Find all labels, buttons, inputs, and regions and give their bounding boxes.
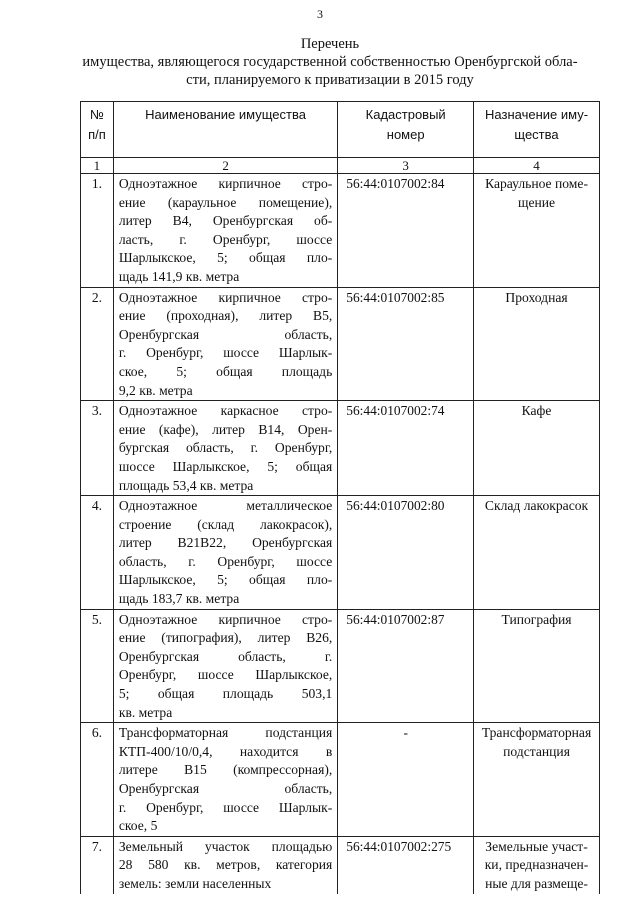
property-name-line: Одноэтажное каркасное стро- xyxy=(118,403,333,419)
header-cadastral: Кадастровый номер xyxy=(338,102,474,158)
property-purpose xyxy=(474,401,600,496)
property-purpose-line: ки, предназначен- xyxy=(484,857,589,873)
property-name-line: Одноэтажное кирпичное стро- xyxy=(118,289,333,305)
property-name-line: строение (склад лакокрасок), xyxy=(118,516,333,532)
property-name xyxy=(113,609,337,723)
property-name xyxy=(113,836,337,893)
row-number: 2. xyxy=(81,287,114,401)
row-number: 3. xyxy=(81,401,114,496)
property-name-line: литер В21В22, Оренбургская xyxy=(118,535,333,551)
property-purpose-line: Проходная xyxy=(505,289,568,305)
property-name-line: ение (кафе), литер В14, Орен- xyxy=(118,421,333,437)
property-purpose xyxy=(474,174,600,288)
property-name-line: Одноэтажное металлическое xyxy=(118,498,333,514)
property-purpose xyxy=(474,287,600,401)
cadastral-number: 56:44:0107002:275 xyxy=(338,836,474,893)
cadastral-number: 56:44:0107002:74 xyxy=(338,401,474,496)
table-row xyxy=(81,723,600,837)
property-purpose-line: Караульное поме- xyxy=(485,176,588,191)
column-number: 4 xyxy=(474,158,600,174)
cadastral-number: 56:44:0107002:84 xyxy=(338,174,474,288)
table-header-row xyxy=(81,102,600,158)
property-purpose-line: ные для размеще- xyxy=(485,875,588,891)
property-name-line: бургская область, г. Оренбург, xyxy=(118,440,333,456)
property-name-line: Одноэтажное кирпичное стро- xyxy=(118,611,333,627)
property-name-line: Оренбург, шоссе Шарлыкское, xyxy=(118,667,333,683)
cadastral-number: 56:44:0107002:87 xyxy=(338,609,474,723)
property-name-line: область, г. Оренбург, шоссе xyxy=(118,553,333,569)
property-name xyxy=(113,174,337,288)
property-name-line: ение (типография), литер В26, xyxy=(118,630,333,646)
row-number: 7. xyxy=(81,836,114,893)
property-name-line: ское, 5 xyxy=(118,818,158,834)
row-number: 6. xyxy=(81,723,114,837)
property-purpose-line: Склад лакокрасок xyxy=(484,498,589,514)
property-name xyxy=(113,287,337,401)
property-purpose-line: Земельные участ- xyxy=(485,838,588,854)
header-num: № п/п xyxy=(81,102,114,158)
property-name-line: литер В4, Оренбургская об- xyxy=(118,213,333,229)
table-row xyxy=(81,287,600,401)
document-title xyxy=(40,35,620,89)
table-row xyxy=(81,609,600,723)
table-row xyxy=(81,496,600,610)
header-name: Наименование имущества xyxy=(113,102,337,158)
column-number: 1 xyxy=(81,158,114,174)
title-line-3: сти, планируемого к приватизации в 2015 году xyxy=(186,72,474,88)
column-number: 3 xyxy=(338,158,474,174)
property-purpose-line: Трансформаторная xyxy=(481,725,592,741)
property-name-line: Оренбургская область, xyxy=(118,326,333,342)
property-name xyxy=(113,723,337,837)
property-name-line: Земельный участок площадью xyxy=(118,838,333,854)
title-line-1: Перечень xyxy=(300,36,360,52)
property-purpose-line: Кафе xyxy=(521,403,552,419)
property-name-line: Шарлыкское, 5; общая пло- xyxy=(118,572,333,588)
property-purpose-line: Типография xyxy=(501,611,572,627)
property-name xyxy=(113,496,337,610)
property-purpose xyxy=(474,609,600,723)
property-name-line: г. Оренбург, шоссе Шарлык- xyxy=(118,799,333,815)
property-purpose-line: подстанция xyxy=(503,743,570,759)
property-name-line: кв. метра xyxy=(118,704,173,720)
property-name-line: щадь 141,9 кв. метра xyxy=(118,268,240,284)
property-name-line: Оренбургская область, г. xyxy=(118,648,333,664)
property-name-line: 28 580 кв. метров, категория xyxy=(118,857,333,873)
table-row xyxy=(81,174,600,288)
row-number: 4. xyxy=(81,496,114,610)
property-name-line: ение (караульное помещение), xyxy=(118,194,333,210)
page-number: 3 xyxy=(317,7,323,21)
title-line-2: имущества, являющегося государственной собственностью Оренбургской обла- xyxy=(82,54,578,70)
property-purpose xyxy=(474,836,600,893)
property-name-line: земель: земли населенных xyxy=(118,875,272,891)
table-row xyxy=(81,401,600,496)
property-name-line: Трансформаторная подстанция xyxy=(118,725,333,741)
table-body xyxy=(81,174,600,894)
property-name-line: щадь 183,7 кв. метра xyxy=(118,591,240,607)
property-name-line: площадь 53,4 кв. метра xyxy=(118,477,254,493)
property-name-line: Оренбургская область, xyxy=(118,781,333,796)
property-name-line: КТП-400/10/0,4, находится в xyxy=(118,743,333,759)
cadastral-number: 56:44:0107002:85 xyxy=(338,287,474,401)
property-purpose xyxy=(474,496,600,610)
column-number-row xyxy=(81,158,600,174)
table-row xyxy=(81,836,600,893)
property-name-line: ское, 5; общая площадь xyxy=(118,363,333,379)
property-name xyxy=(113,401,337,496)
property-name-line: Одноэтажное кирпичное стро- xyxy=(118,176,333,191)
property-purpose-line: щение xyxy=(517,194,556,210)
cadastral-number: - xyxy=(338,723,474,837)
property-name-line: литере В15 (компрессорная), xyxy=(118,762,333,778)
property-table xyxy=(80,101,600,894)
property-name-line: шоссе Шарлыкское, 5; общая xyxy=(118,458,333,474)
property-name-line: 9,2 кв. метра xyxy=(118,382,193,398)
property-name-line: г. Оренбург, шоссе Шарлык- xyxy=(118,345,333,361)
column-number: 2 xyxy=(113,158,337,174)
cadastral-number: 56:44:0107002:80 xyxy=(338,496,474,610)
row-number: 1. xyxy=(81,174,114,288)
property-name-line: Шарлыкское, 5; общая пло- xyxy=(118,250,333,266)
property-name-line: 5; общая площадь 503,1 xyxy=(118,686,333,702)
property-name-line: ение (проходная), литер В5, xyxy=(118,308,333,324)
property-purpose xyxy=(474,723,600,837)
property-name-line: ласть, г. Оренбург, шоссе xyxy=(118,231,333,247)
header-purpose: Назначение иму- щества xyxy=(474,102,600,158)
row-number: 5. xyxy=(81,609,114,723)
